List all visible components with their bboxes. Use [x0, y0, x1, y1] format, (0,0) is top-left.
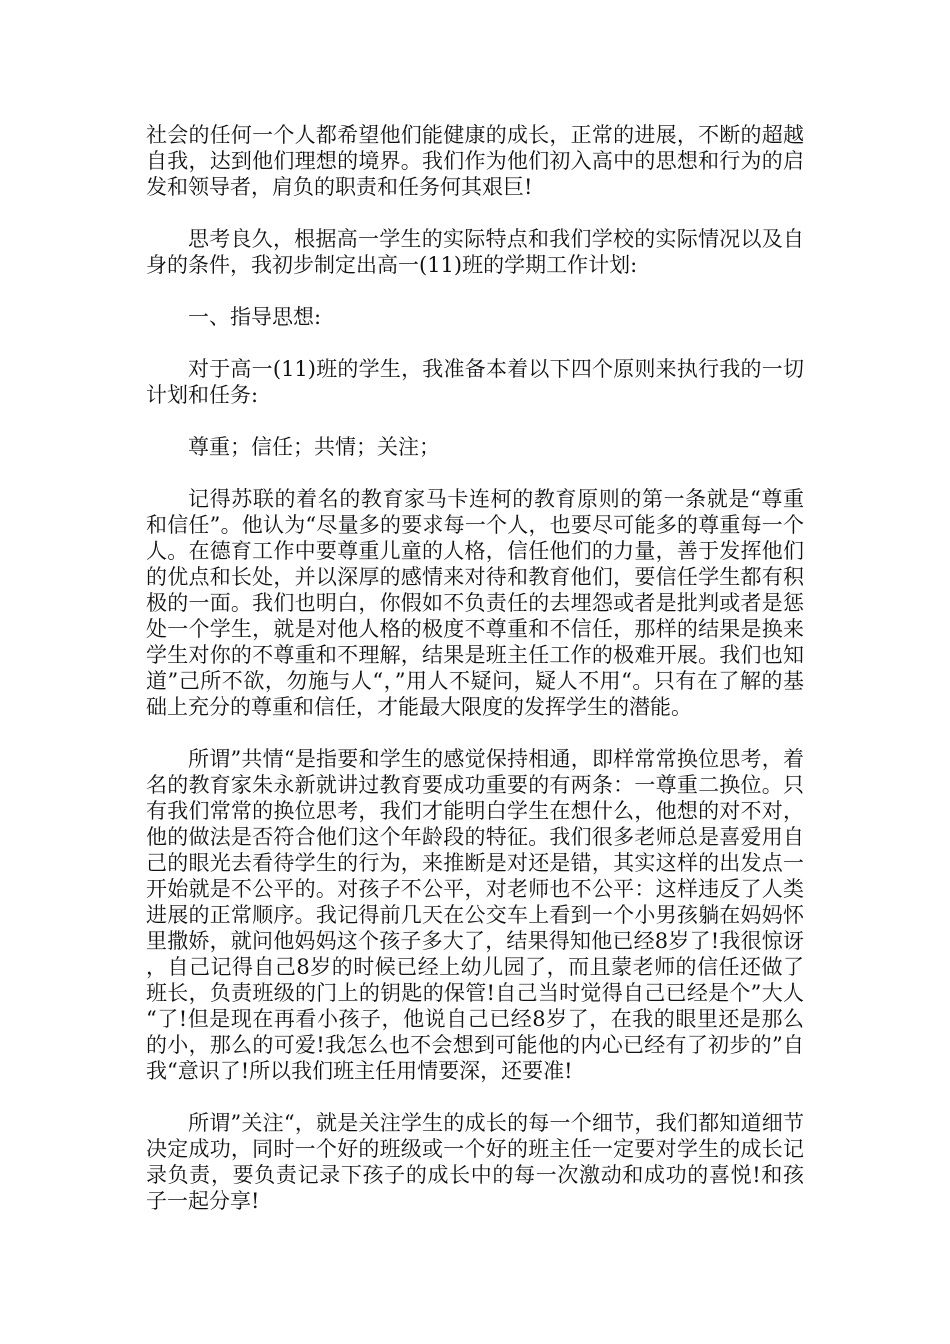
paragraph-principles-list: 尊重；信任；共情；关注； [188, 435, 440, 459]
paragraph-empathy: 所谓”共情“是指要和学生的感觉保持相通，即样常常换位思考，着名的教育家朱永新就讲过教育要成功重要的有两条：一尊重二换位。只有我们常常的换位思考，我们才能明白学生在想什么，他想的对不对，他的做法是否符合他们这个年龄段的特征。我们很多老师总是喜爱用自己的眼光去看待学生的行为，来推断是对还是错，其实这样的出发点一开始就是不公平的。对孩子不公平，对老师也不公平：这样违反了人类进展的正常顺序。我记得前几天在公交车上看到一个小男孩躺在妈妈怀里撒娇，就问他妈妈这个孩子多大了，结果得知他已经8岁了!我很惊讶，自己记得自己8岁的时候已经上幼儿园了，而且蒙老师的信任还做了班长，负责班级的门上的钥匙的保管!自己当时觉得自己已经是个”大人“了!但是现在再看小孩子，他说自己已经8岁了，在我的眼里还是那么的小，那么的可爱!我怎么也不会想到可能他的内心已经有了初步的”自我“意识了!所以我们班主任用情要深，还要准! [146, 747, 804, 1083]
paragraph-intro-continuation: 社会的任何一个人都希望他们能健康的成长，正常的进展，不断的超越自我，达到他们理想的境界。我们作为他们初入高中的思想和行为的启发和领导者，肩负的职责和任务何其艰巨! [146, 123, 804, 199]
paragraph-attention: 所谓”关注“，就是关注学生的成长的每一个细节，我们都知道细节决定成功，同时一个好的班级或一个好的班主任一定要对学生的成长记录负责，要负责记录下孩子的成长中的每一次激动和成功的喜悦!和孩子一起分享! [146, 1111, 804, 1213]
section-heading-guiding-ideology: 一、指导思想: [188, 305, 322, 329]
paragraph-respect-trust: 记得苏联的着名的教育家马卡连柯的教育原则的第一条就是“尊重和信任”。他认为“尽量多的要求每一个人，也要尽可能多的尊重每一个人。在德育工作中要尊重儿童的人格，信任他们的力量，善于发挥他们的优点和长处，并以深厚的感情来对待和教育他们，要信任学生都有积极的一面。我们也明白，你假如不负责任的去埋怨或者是批判或者是惩处一个学生，就是对他人格的极度不尊重和不信任，那样的结果是换来学生对你的不尊重和不理解，结果是班主任工作的极难开展。我们也知道”己所不欲，勿施与人“，”用人不疑问，疑人不用“。只有在了解的基础上充分的尊重和信任，才能最大限度的发挥学生的潜能。 [146, 487, 804, 719]
paragraph-four-principles: 对于高一(11)班的学生，我准备本着以下四个原则来执行我的一切计划和任务: [146, 357, 804, 407]
document-page [146, 122, 804, 1240]
paragraph-planning-intro: 思考良久，根据高一学生的实际特点和我们学校的实际情况以及自身的条件，我初步制定出高一(11)班的学期工作计划: [146, 227, 804, 277]
